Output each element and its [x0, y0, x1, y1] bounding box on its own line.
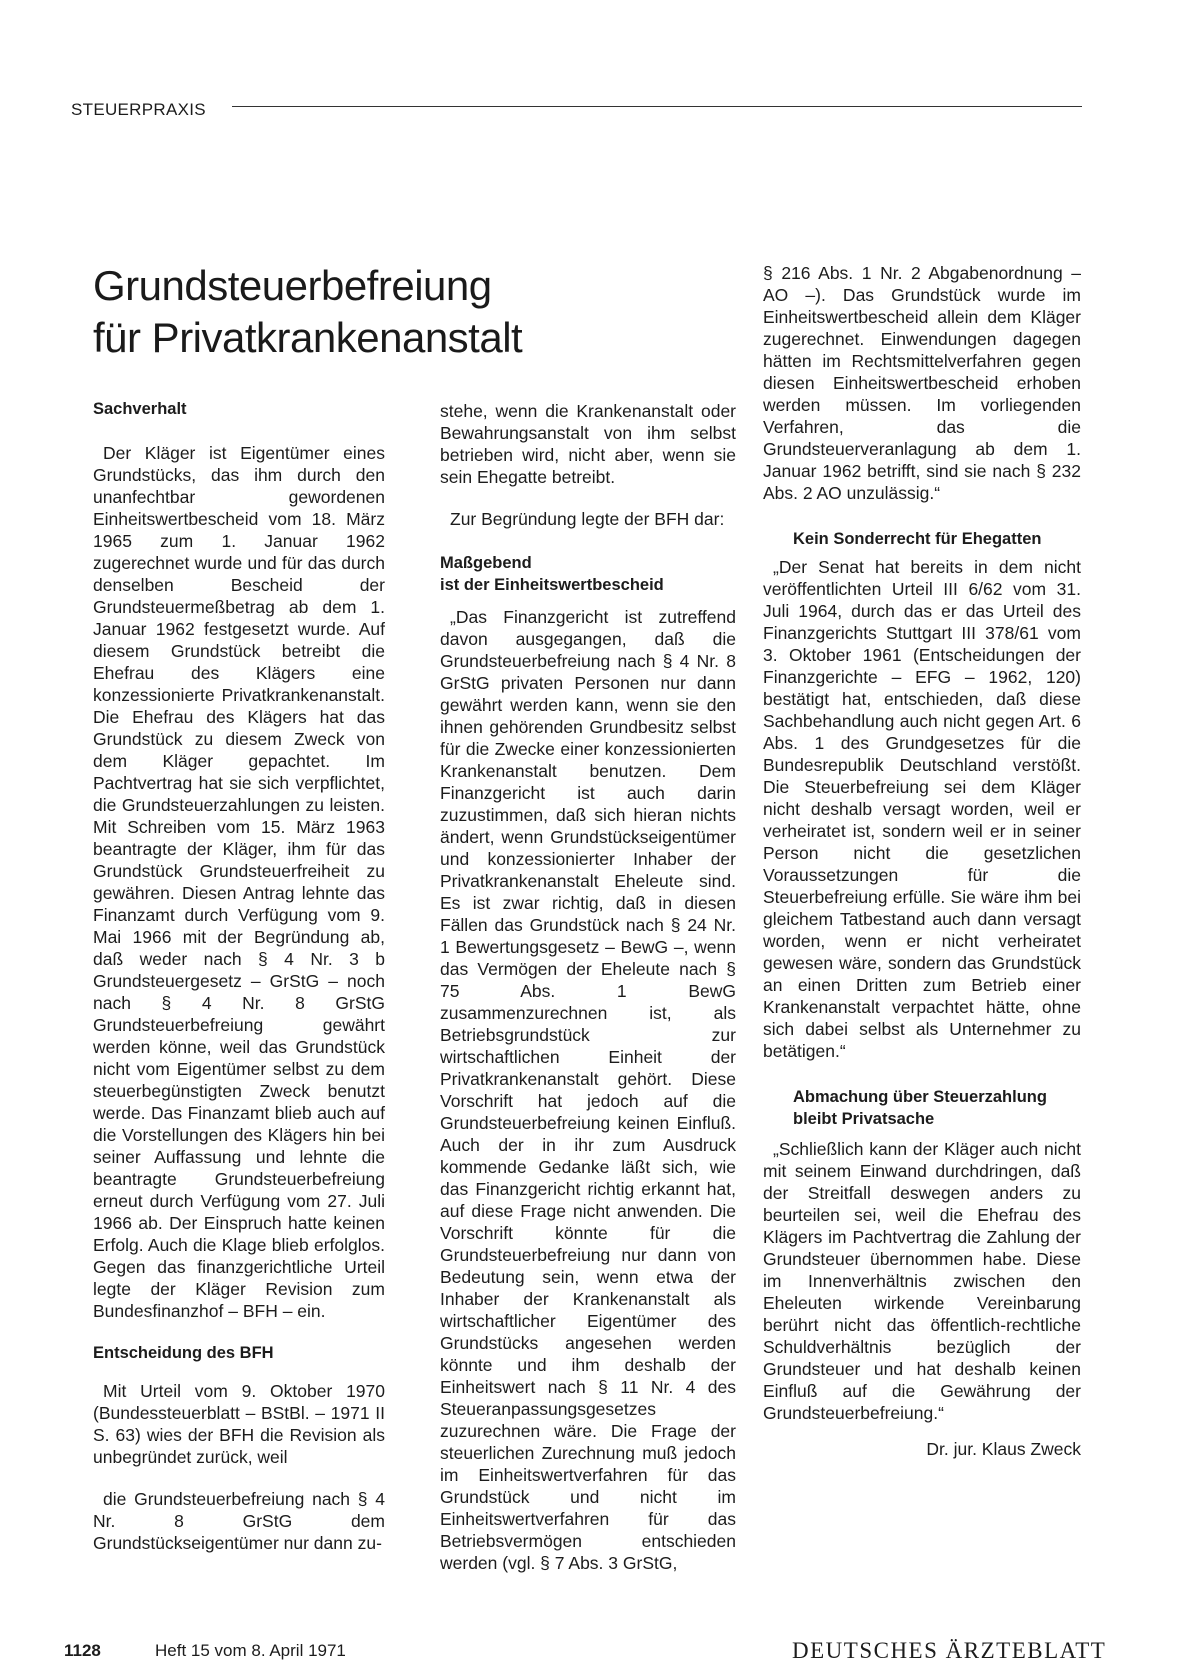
heading-massgebend-line-1: Maßgebend [440, 554, 532, 572]
heading-abmachung-line-2: bleibt Privatsache [793, 1110, 935, 1128]
page-number: 1128 [64, 1641, 101, 1660]
paragraph-senat: „Der Senat hat bereits in dem nicht veröffentlichten Urteil III 6/62 vom 31. Juli 1964, durch das er das Urteil des Finanzgerichts Stuttgart III 378/61 vom 3. Oktober 1961 (Entscheidungen der Finanzgerichte – EFG – 1962, 120) bestätigt hat, entschieden, daß diese Sachbehandlung auch nicht gegen Art. 6 Abs. 1 des Grundgesetzes für die Bundesrepublik Deutschland verstößt. Die Steuerbefreiung sei dem Kläger nicht deshalb versagt worden, weil er verheiratet ist, sondern weil er in seiner Person nicht die gesetzlichen Voraussetzungen für die Steuerbefreiung erfülle. Sie wäre ihm bei gleichem Tatbestand auch dann versagt worden, wenn er nicht verheiratet gewesen wäre, sondern das Grundstück an einen Dritten zum Betrieb einer Krankenanstalt verpachtet hätte, ohne sich dabei selbst als Unternehmer zu betätigen.“ [763, 557, 1081, 1061]
heading-massgebend-line-2: ist der Einheitswertbescheid [440, 576, 664, 594]
heading-abmachung-line-1: Abmachung über Steuerzahlung [793, 1088, 1047, 1106]
column-2 [440, 400, 736, 1574]
article-title-line-1: Grundsteuerbefreiung [93, 262, 492, 309]
paragraph-sachverhalt: Der Kläger ist Eigentümer eines Grundstücks, das ihm durch den unanfechtbar gewordenen Einheitswertbescheid vom 18. März 1965 zum 1. Januar 1962 zugerechnet wurde und für das durch denselben Bescheid der Grundsteuermeßbetrag ab dem 1. Januar 1962 festgesetzt wurde. Auf diesem Grundstück betreibt die Ehefrau des Klägers eine konzessionierte Privatkrankenanstalt. Die Ehefrau des Klägers hat das Grundstück zu diesem Zweck von dem Kläger gepachtet. Im Pachtvertrag hat sie sich verpflichtet, die Grundsteuerzahlungen zu leisten. Mit Schreiben vom 15. März 1963 beantragte der Kläger, ihm für das Grundstück Grundsteuerfreiheit zu gewähren. Diesen Antrag lehnte das Finanzamt durch Verfügung vom 9. Mai 1966 mit der Begründung ab, daß weder nach § 4 Nr. 3 b Grundsteuergesetz – GrStG – noch nach § 4 Nr. 8 GrStG Grundsteuerbefreiung gewährt werden könne, weil das Grundstück nicht vom Eigentümer selbst zu dem steuerbegünstigten Zweck benutzt werde. Das Finanzamt blieb auch auf die Vorstellungen des Klägers hin bei seiner Auffassung und lehnte die beantragte Grundsteuerbefreiung erneut durch Verfügung vom 27. Juli 1966 ab. Der Einspruch hatte keinen Erfolg. Auch die Klage blieb erfolglos. Gegen das finanzgerichtliche Urteil legte der Kläger Revision zum Bundesfinanzhof – BFH – ein. [93, 443, 385, 1321]
paragraph-finanzgericht: „Das Finanzgericht ist zutreffend davon ausgegangen, daß die Grundsteuerbefreiung nach § 4 Nr. 8 GrStG privaten Personen nur dann gewährt werden kann, wenn sie den ihnen gehörenden Grundbesitz selbst für die Zwecke einer konzessionierten Krankenanstalt benutzen. Dem Finanzgericht ist auch darin zuzustimmen, daß sich hieran nichts ändert, wenn Grundstückseigentümer und konzessionierter Inhaber der Privatkrankenanstalt Eheleute sind. Es ist zwar richtig, daß in diesen Fällen das Grundstück nach § 24 Nr. 1 Bewertungsgesetz – BewG –, wenn das Vermögen der Eheleute nach § 75 Abs. 1 BewG zusammenzurechnen ist, als Betriebsgrundstück zur wirtschaftlichen Einheit der Privatkrankenanstalt gehört. Diese Vorschrift hat jedoch auf die Grundsteuerbefreiung keinen Einfluß. Auch der in ihr zum Ausdruck kommende Gedanke läßt sich, wie das Finanzgericht richtig erkannt hat, auf diese Frage nicht anwenden. Die Vorschrift könnte für die Grundsteuerbefreiung nur dann von Bedeutung sein, wenn etwa der Inhaber der Krankenanstalt als wirtschaftlicher Eigentümer des Grundstücks angesehen werden könnte und ihm deshalb der Einheitswert nach § 11 Nr. 4 des Steueranpassungsgesetzes zuzurechnen wäre. Die Frage der steuerlichen Zurechnung muß jedoch im Einheitswertverfahren für das Grundstück und nicht im Einheitswertverfahren für das Betriebsvermögen entschieden werden (vgl. § 7 Abs. 3 GrStG, [440, 607, 736, 1573]
paragraph-begruendung: Zur Begründung legte der BFH dar: [450, 509, 725, 529]
column-1 [93, 398, 385, 1554]
journal-name: DEUTSCHES ÄRZTEBLATT [792, 1638, 1107, 1663]
heading-kein-sonderrecht: Kein Sonderrecht für Ehegatten [793, 530, 1042, 548]
column-3 [763, 262, 1081, 1460]
article-title [93, 260, 522, 364]
header-rule [232, 106, 1082, 107]
paragraph-weil-continuation: die Grundsteuerbefreiung nach § 4 Nr. 8 GrStG dem Grundstückseigentümer nur dann zu- [93, 1489, 385, 1553]
heading-entscheidung: Entscheidung des BFH [93, 1344, 274, 1362]
paragraph-stehe: stehe, wenn die Krankenanstalt oder Bewahrungsanstalt von ihm selbst betrieben wird, nicht aber, wenn sie sein Ehegatte betreibt. [440, 401, 736, 487]
paragraph-abgabenordnung: § 216 Abs. 1 Nr. 2 Abgabenordnung – AO –). Das Grundstück wurde im Einheitswertbescheid allein dem Kläger zugerechnet. Einwendungen dagegen hätten im Rechtsmittelverfahren gegen diesen Einheitswertbescheid erhoben werden müssen. Im vorliegenden Verfahren, das die Grundsteuerveranlagung ab dem 1. Januar 1962 betrifft, sind sie nach § 232 Abs. 2 AO unzulässig.“ [763, 263, 1081, 503]
paragraph-schliesslich: „Schließlich kann der Kläger auch nicht mit seinem Einwand durchdringen, daß der Streitfall deswegen anders zu beurteilen sei, weil die Ehefrau des Klägers im Pachtvertrag die Zahlung der Grundsteuer übernommen habe. Diese im Innenverhältnis zwischen den Eheleuten wirkende Vereinbarung berührt nicht das öffentlich-rechtliche Schuldverhältnis bezüglich der Grundsteuer und hat deshalb keinen Einfluß auf die Gewährung der Grundsteuerbefreiung.“ [763, 1139, 1081, 1423]
author-byline: Dr. jur. Klaus Zweck [926, 1439, 1081, 1459]
heading-abmachung [763, 1086, 1081, 1130]
article-title-line-2: für Privatkrankenanstalt [93, 314, 523, 361]
heading-massgebend [440, 552, 736, 596]
heading-sachverhalt: Sachverhalt [93, 400, 187, 418]
paragraph-entscheidung: Mit Urteil vom 9. Oktober 1970 (Bundessteuerblatt – BStBl. – 1971 II S. 63) wies der BFH die Revision als unbegründet zurück, weil [93, 1381, 385, 1467]
issue-info: Heft 15 vom 8. April 1971 [155, 1641, 346, 1660]
section-label: STEUERPRAXIS [71, 100, 206, 119]
